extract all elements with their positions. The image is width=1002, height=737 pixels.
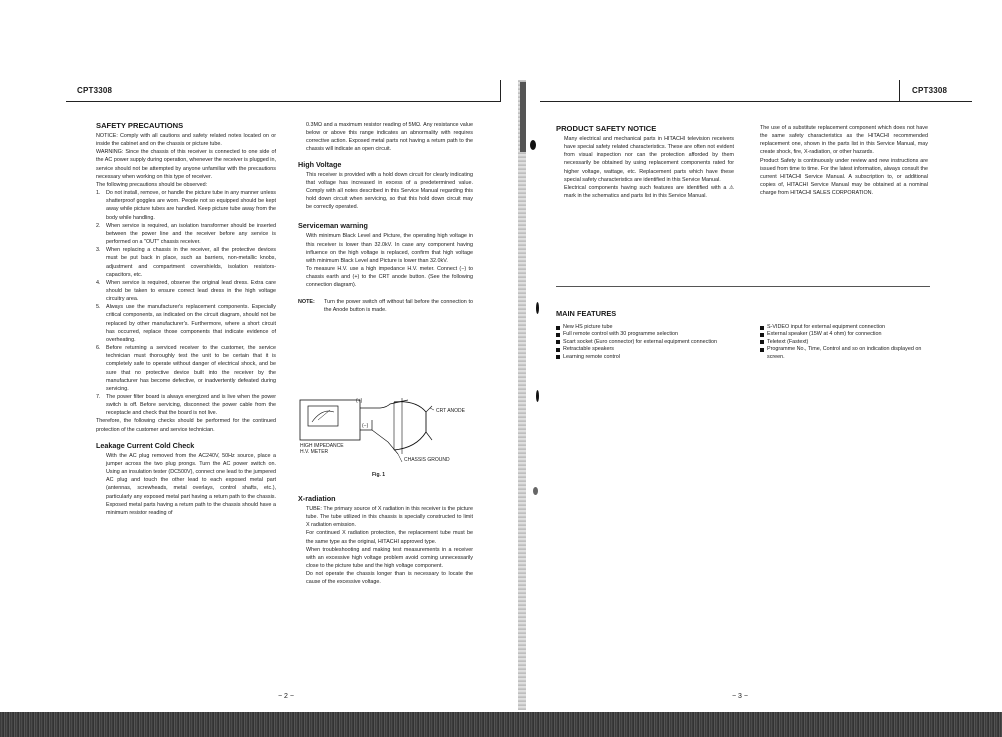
safety-warning: WARNING: Since the chassis of this receiver is connected to one side of the AC power supply during operation, whenever the receiver is plugged in, service should not be attempted by anyone unfamiliar with the precautions necessary when working on this type of receiver. — [96, 149, 276, 180]
serviceman-text-2: To measure H.V. use a high impedance H.V. meter. Connect (−) to chassis earth and (+) to the CRT anode button. (See the following connection diagram). — [306, 266, 473, 289]
main-features-title: MAIN FEATURES — [556, 309, 617, 318]
left-header-rule — [66, 101, 500, 102]
features-list-left — [556, 324, 736, 361]
voltage-column — [298, 121, 473, 314]
leakage-check-text: With the AC plug removed from the AC240V, 50Hz source, place a jumper across the two plug prongs. Turn the AC power switch on. Using an insulation tester (DC500V), connect one lead to the jumpered AC plug and touch the other lead to each exposed metal part (antennas, screwheads, metal overlays, control shafts, etc.), particularly any exposed metal part having a return path to the chassis. Exposed metal parts having a return path to the chassis should have a minimum resistor reading of — [106, 452, 276, 516]
left-page-number: − 2 − — [278, 693, 294, 700]
feature-item: Retractable speakers — [556, 346, 736, 353]
hv-connection-diagram — [298, 396, 494, 486]
xradiation-p1: TUBE: The primary source of X radiation in this receiver is the picture tube. The tube utilized in this chassis is specially constructed to limit X radiation emission. — [306, 506, 473, 529]
safety-notice: NOTICE: Comply with all cautions and safety related notes located on or inside the cabinet and on the chassis or picture tube. — [96, 133, 276, 148]
chassis-ground-label: CHASSIS GROUND — [404, 457, 450, 463]
serviceman-warning-title: Serviceman warning — [298, 221, 368, 231]
features-list-right — [760, 324, 930, 361]
product-safety-p1: Many electrical and mechanical parts in HITACHI television receivers have special safety related characteristics. These are often not evident from visual inspection nor can the protection afforded by them necessarily be obtained by using replacement components rated for higher voltage, wattage, etc. Replacement parts which have these special safety characteristics are identified in this Service Manual. — [564, 136, 734, 183]
high-voltage-title: High Voltage — [298, 159, 342, 169]
precaution-item: 1. Do not install, remove, or handle the picture tube in any manner unless shatterproof goggles are worn. People not so equipped should be kept away while picture tubes are handled. Keep picture tube away from the body while handling. — [96, 190, 276, 221]
right-header-rule — [540, 101, 972, 102]
right-header-tick — [899, 80, 900, 102]
product-safety-p3: The use of a substitute replacement component which does not have the same safety characteristics as the HITACHI recommended replacement one, shown in the parts list in this Service Manual, may create shock, fire, X-radiation, or other hazards. — [760, 125, 928, 156]
note-text: Turn the power switch off without fail before the connection to the Anode button is made. — [324, 298, 473, 313]
serviceman-text-1: With minimum Black Level and Picture, the operating high voltage in this receiver is lower than 32.0kV. In case any component having influence on the high voltage is replaced, confirm that high voltage with minimum Black Level and Picture is lower than 32.0kV. — [306, 233, 473, 264]
product-safety-p4: Product Safety is continuously under review and new instructions are issued from time to time. For the latest information, always consult the current HITACHI Service Manual. A subscription to, or additional copies of, HITACHI Service Manual may be obtained at a nominal charge from HITACHI SALES CORPORATION. — [760, 157, 928, 197]
section-divider — [556, 286, 930, 287]
punch-hole-mark — [533, 487, 538, 495]
feature-item: S-VIDEO input for external equipment connection — [760, 324, 930, 331]
resistance-continuation: 0.3MΩ and a maximum resistor reading of 5MΩ. Any resistance value below or above this range indicates an abnormality with requires corrective action. Exposed metal parts not having a return path to the chassis will indicate an open circuit. — [306, 122, 473, 153]
safety-precautions-column — [96, 121, 276, 517]
meter-label-line-1: HIGH IMPEDANCE — [300, 443, 344, 449]
product-safety-column-2 — [760, 124, 928, 197]
crt-anode-label: CRT ANODE — [436, 408, 465, 414]
feature-item: Full remote control with 30 programme selection — [556, 331, 736, 338]
precaution-item: 4. When service is required, observe the original lead dress. Extra care should be taken to ensure correct lead dress in the high voltage circuitry area. — [96, 279, 276, 303]
right-page-number: − 3 − — [732, 693, 748, 700]
precaution-item: 7. The power filter board is always energized and is live when the power switch is off. Before servicing, disconnect the power cable from the receptacle and check that the board is not live. — [96, 394, 276, 417]
product-safety-title: PRODUCT SAFETY NOTICE — [556, 124, 657, 133]
precaution-item: 6. Before returning a serviced receiver to the customer, the service technician must thoroughly test the unit to be certain that it is completely safe to operate without danger of electrical shock, and be sure that no protective device built into the receiver by the manufacturer has become defective, or inadvertently defeated during servicing. — [96, 345, 276, 392]
safety-precautions-title: SAFETY PRECAUTIONS — [96, 121, 184, 130]
plus-terminal-label: (+) — [356, 398, 363, 404]
high-voltage-text: This receiver is provided with a hold down circuit for clearly indicating that voltage has increased in excess of a predetermined value. Comply with all notes described in this Service Manual regarding this hold down circuit when servicing, so that this hold down circuit may be correctly operated. — [306, 171, 473, 211]
meter-label-line-2: H.V. METER — [300, 449, 329, 455]
left-model-label: CPT3308 — [77, 86, 113, 95]
scan-edge-band — [0, 712, 1002, 737]
figure-caption: Fig. 1 — [372, 472, 386, 478]
xradiation-section — [298, 494, 473, 587]
note-label: NOTE: — [298, 298, 315, 305]
product-safety-column — [556, 124, 734, 200]
precaution-list — [96, 189, 276, 417]
feature-item: New HS picture tube — [556, 324, 736, 331]
punch-hole-mark — [530, 140, 536, 150]
feature-item: Scart socket (Euro connector) for external equipment connection — [556, 339, 736, 346]
punch-hole-mark — [536, 390, 539, 402]
left-header-tick — [500, 80, 501, 102]
precaution-item: 5. Always use the manufacturer's replacement components. Especially critical components, as indicated on the circuit diagram, should not be replaced by other manufacturer's. Furthermore, where a short circuit has occurred, replace those components that indicate evidence of overheating. — [96, 304, 276, 343]
spine-dark-patch — [520, 82, 526, 152]
book-spine-shadow — [518, 80, 526, 710]
xradiation-title: X-radiation — [298, 494, 336, 503]
feature-item: Teletext (Fastext) — [760, 339, 930, 346]
safety-intro: The following precautions should be observed: — [96, 181, 208, 188]
product-safety-p2: Electrical components having such features are identified with a ⚠ mark in the schematics and parts list in this Service Manual. — [564, 184, 734, 200]
safety-closing: Therefore, the following checks should be performed for the continued protection of the customer and service technician. — [96, 418, 276, 433]
feature-item: External speaker (15W at 4 ohm) for connection — [760, 331, 930, 338]
xradiation-p4: Do not operate the chassis longer than is necessary to locate the cause of the excessive voltage. — [306, 571, 473, 586]
leakage-check-title: Leakage Current Cold Check — [96, 440, 195, 450]
minus-terminal-label: (−) — [362, 423, 369, 429]
feature-item: Programme No., Time, Control and so on indication displayed on screen. — [760, 346, 930, 361]
feature-item: Learning remote control — [556, 354, 736, 361]
precaution-item: 2. When service is required, an isolation transformer should be inserted between the power line and the receiver before any service is performed on a "OUT" chassis receiver. — [96, 222, 276, 246]
precaution-item: 3. When replacing a chassis in the receiver, all the protective devices must be put back in place, such as barriers, non-metallic knobs, adjustment and compartment covershields, isolation resistors-capacitors, etc. — [96, 247, 276, 278]
xradiation-p2: For continued X radiation protection, the replacement tube must be the same type as the original, HITACHI approved type. — [306, 530, 473, 545]
xradiation-p3: When troubleshooting and making test measurements in a receiver with an excessive high voltage problem avoid coming unnecessarily close to the picture tube and the high voltage component. — [306, 546, 473, 570]
right-model-label: CPT3308 — [912, 86, 948, 95]
serviceman-note — [298, 298, 473, 314]
punch-hole-mark — [536, 302, 539, 314]
